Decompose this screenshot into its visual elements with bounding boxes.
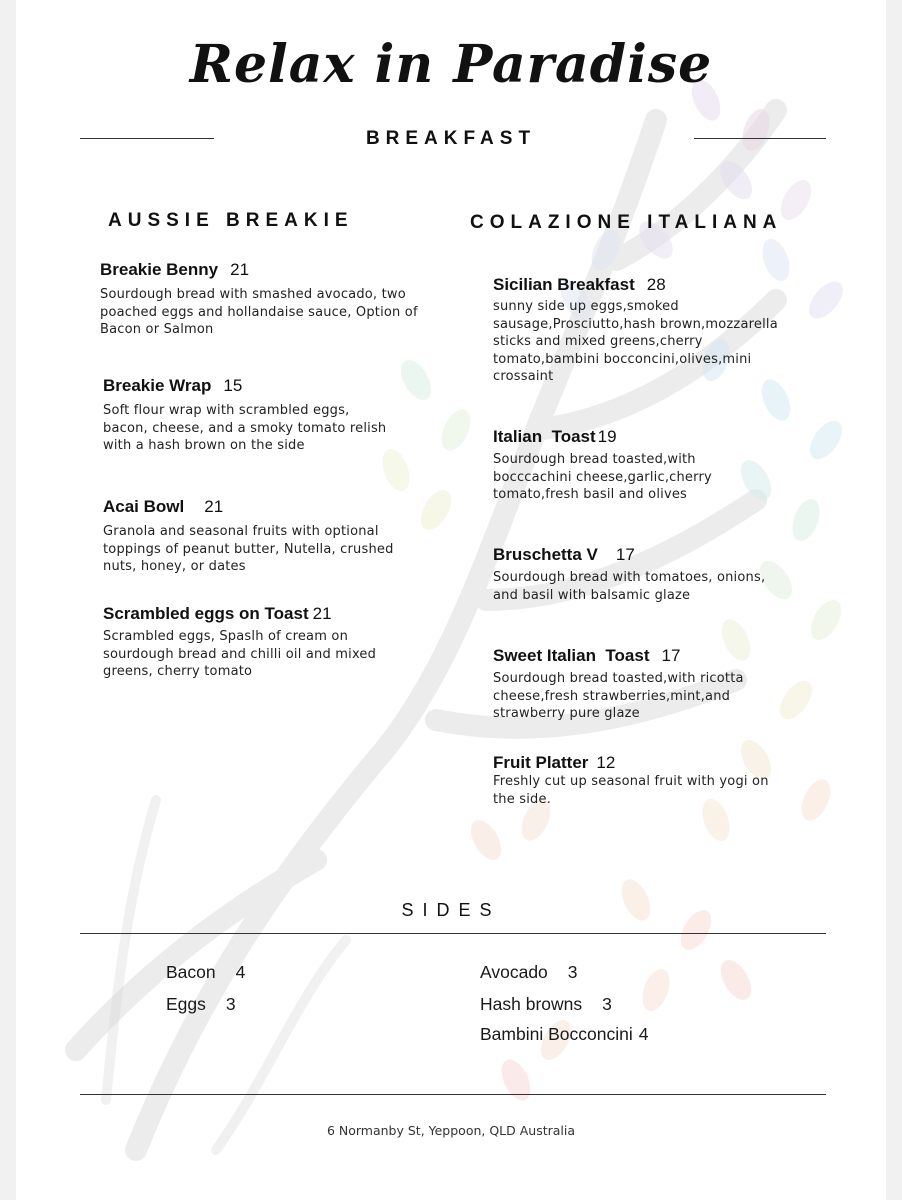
item-description: sunny side up eggs,smoked sausage,Prosciutto,hash brown,mozzarella sticks and mixed greens,cherry tomato,bambini bocconcini,olives,mini crossaint xyxy=(493,299,778,384)
colazione-italiana-heading: COLAZIONE ITALIANA xyxy=(470,212,783,233)
side-item: Hash browns 3 xyxy=(480,994,612,1014)
menu-heading: BREAKFAST xyxy=(365,128,537,149)
side-price: 3 xyxy=(225,994,236,1014)
sides-heading: SIDES xyxy=(401,900,501,920)
side-item: Bambini Bocconcini 4 xyxy=(480,1024,649,1044)
side-price: 3 xyxy=(567,962,578,982)
menu-page xyxy=(16,0,886,1200)
sides-divider xyxy=(80,933,826,934)
item-price: 21 xyxy=(230,260,250,279)
heading-divider-right xyxy=(694,138,826,139)
item-name: Breakie Wrap 15 xyxy=(103,376,243,395)
menu-item xyxy=(103,604,413,681)
side-item: Eggs 3 xyxy=(166,994,236,1014)
menu-item xyxy=(493,646,778,723)
side-item: Bacon 4 xyxy=(166,962,246,982)
item-price: 17 xyxy=(661,646,681,665)
item-name: Sicilian Breakfast 28 xyxy=(493,275,666,294)
item-price: 28 xyxy=(646,275,666,294)
side-price: 3 xyxy=(602,994,612,1014)
item-name: Acai Bowl 21 xyxy=(103,497,224,516)
side-price: 4 xyxy=(638,1024,649,1044)
menu-item xyxy=(103,376,393,455)
item-description: Freshly cut up seasonal fruit with yogi on the side. xyxy=(493,774,769,807)
menu-item xyxy=(493,545,783,604)
side-price: 4 xyxy=(235,962,246,982)
menu-item xyxy=(103,497,413,576)
item-price: 17 xyxy=(615,545,635,564)
item-description: Scrambled eggs, Spaslh of cream on sourdough bread and chilli oil and mixed greens, cherry tomato xyxy=(103,629,377,679)
item-name: Italian Toast 19 xyxy=(493,427,617,446)
item-name: Bruschetta V 17 xyxy=(493,545,635,564)
item-name: Breakie Benny 21 xyxy=(100,260,250,279)
item-price: 12 xyxy=(596,753,616,772)
item-description: Sourdough bread with tomatoes, onions, and basil with balsamic glaze xyxy=(493,570,766,603)
item-description: Soft flour wrap with scrambled eggs, bacon, cheese, and a smoky tomato relish with a hash brown on the side xyxy=(103,403,387,453)
item-name: Sweet Italian Toast 17 xyxy=(493,646,681,665)
item-price: 21 xyxy=(204,497,224,516)
menu-item xyxy=(100,260,420,339)
footer-divider xyxy=(80,1094,826,1095)
item-price: 19 xyxy=(597,427,617,446)
item-price: 21 xyxy=(312,604,332,623)
page-title: Relax in Paradise xyxy=(189,34,713,95)
menu-item xyxy=(493,427,763,504)
menu-item xyxy=(493,275,778,386)
menu-item xyxy=(493,753,793,808)
item-name: Scrambled eggs on Toast 21 xyxy=(103,604,332,623)
aussie-breakie-heading: AUSSIE BREAKIE xyxy=(108,210,354,231)
side-item: Avocado 3 xyxy=(480,962,578,982)
address: 6 Normanby St, Yeppoon, QLD Australia xyxy=(326,1123,576,1138)
item-description: Sourdough bread toasted,with bocccachini cheese,garlic,cherry tomato,fresh basil and olives xyxy=(493,452,712,502)
item-name: Fruit Platter 12 xyxy=(493,753,616,772)
item-description: Granola and seasonal fruits with optional toppings of peanut butter, Nutella, crushed nuts, honey, or dates xyxy=(103,524,394,574)
item-description: Sourdough bread toasted,with ricotta cheese,fresh strawberries,mint,and strawberry pure glaze xyxy=(493,671,744,721)
item-price: 15 xyxy=(223,376,243,395)
item-description: Sourdough bread with smashed avocado, two poached eggs and hollandaise sauce, Option of Bacon or Salmon xyxy=(100,287,418,337)
